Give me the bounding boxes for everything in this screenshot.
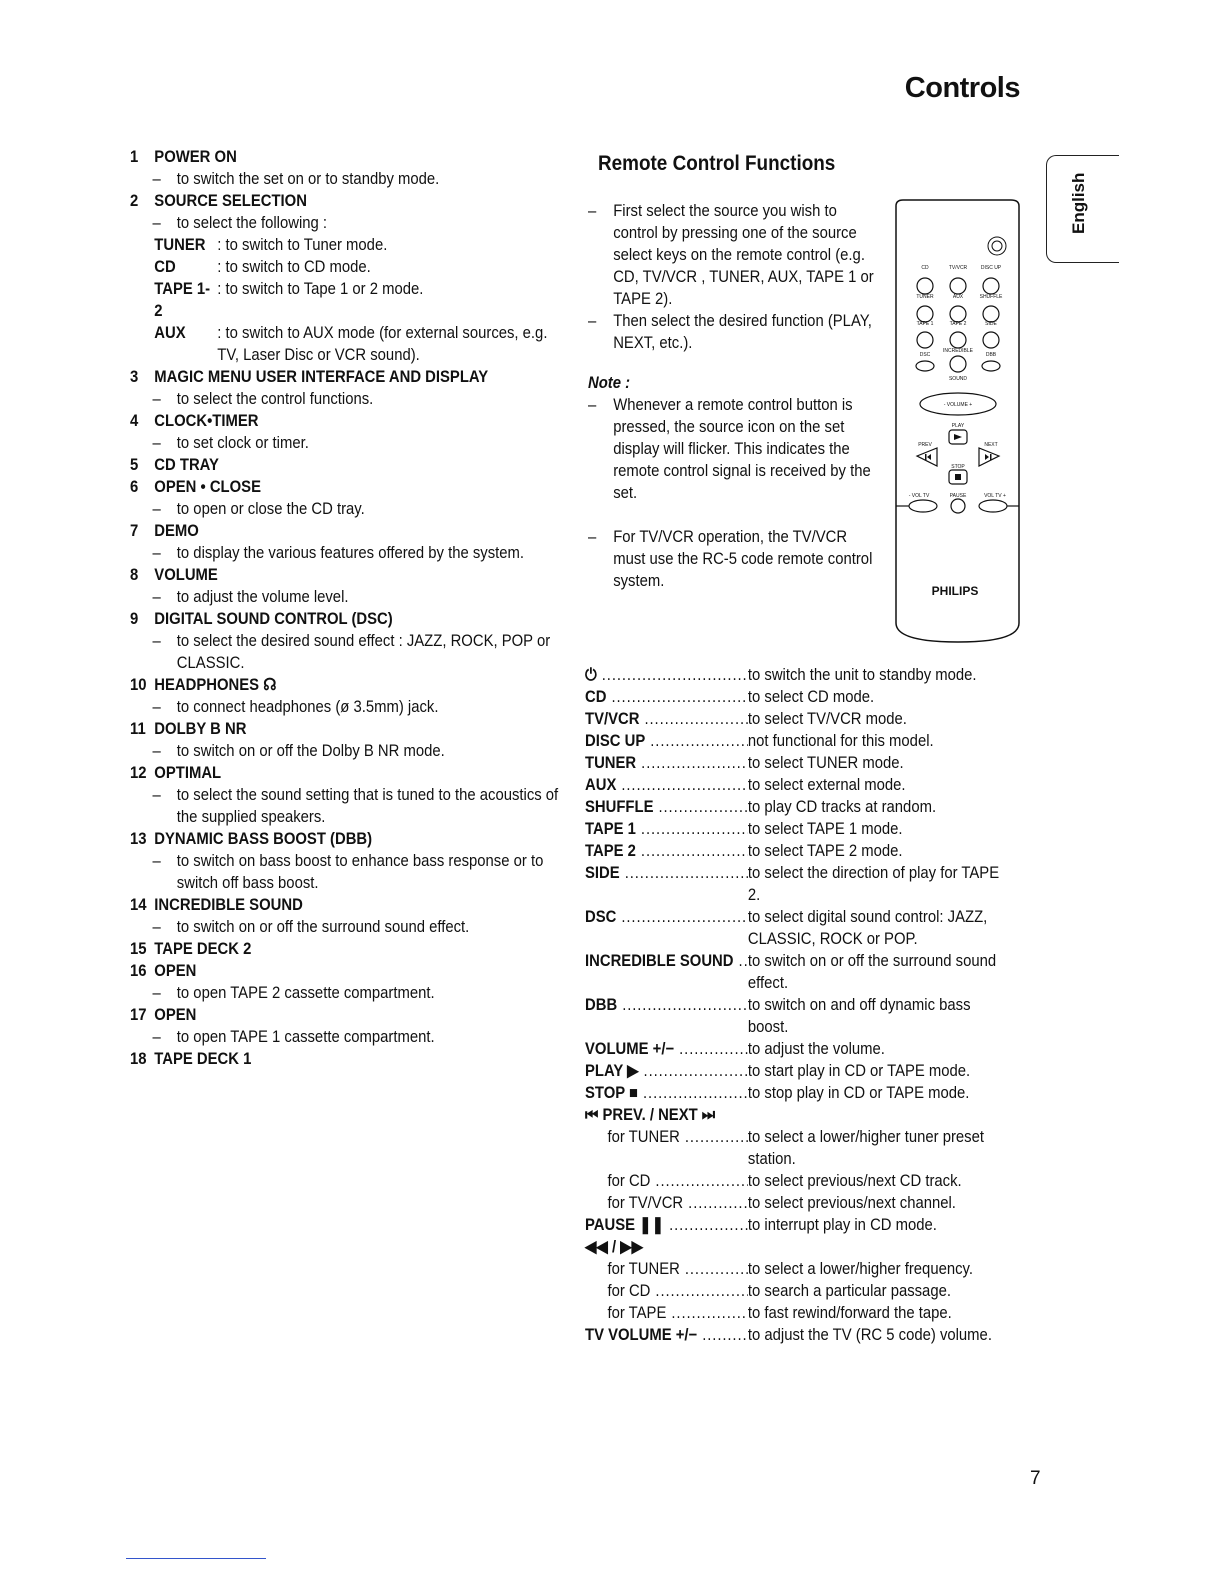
control-number: 3: [130, 368, 139, 386]
control-name: VOLUME: [154, 566, 218, 584]
function-key: for CD .....: [585, 1280, 748, 1302]
function-key: PLAY ▶ .....: [585, 1060, 748, 1082]
control-item: [130, 938, 562, 960]
control-name: DYNAMIC BASS BOOST (DBB): [154, 830, 373, 848]
control-number: 2: [130, 192, 139, 210]
dash-marker: –: [152, 852, 161, 870]
source-value: : to switch to Tape 1 or 2 mode.: [217, 280, 424, 298]
description-text: to select the desired sound effect : JAZZ, ROCK, POP or CLASSIC.: [176, 632, 551, 672]
language-tab: [1046, 155, 1119, 263]
brand-logo: PHILIPS: [931, 584, 979, 598]
function-value: to search a particular passage.: [747, 1282, 951, 1300]
function-key: for CD .....: [585, 1170, 748, 1192]
function-row: [585, 1126, 1008, 1170]
vol-tv-minus-button: [909, 500, 937, 512]
control-description: [152, 1026, 562, 1048]
function-value: to start play in CD or TAPE mode.: [747, 1062, 971, 1080]
function-value: to select TAPE 2 mode.: [747, 842, 903, 860]
source-value: : to switch to CD mode.: [217, 258, 371, 276]
control-item: [130, 762, 562, 828]
dash-marker: –: [152, 1028, 161, 1046]
function-key: INCREDIBLE SOUND .....: [585, 950, 748, 994]
function-value: to play CD tracks at random.: [747, 798, 937, 816]
function-key: TV VOLUME +/− .....: [585, 1324, 748, 1346]
function-key: SIDE .....: [585, 862, 748, 906]
remote-label: CD: [921, 265, 929, 271]
control-item: [130, 608, 562, 674]
function-key: PAUSE ❚❚ .....: [585, 1214, 748, 1236]
control-number: 15: [130, 940, 147, 958]
function-row: [585, 1170, 1008, 1192]
control-name: OPEN: [154, 1006, 197, 1024]
remote-label: TAPE 2: [949, 321, 967, 327]
control-name: OPEN: [154, 962, 197, 980]
remote-label: NEXT: [984, 442, 998, 448]
control-item: [130, 366, 562, 410]
function-key: TV/VCR .....: [585, 708, 748, 730]
function-row: [585, 774, 1008, 796]
function-value: to stop play in CD or TAPE mode.: [747, 1084, 970, 1102]
control-description: [152, 784, 562, 828]
remote-button: [916, 361, 934, 371]
dash-marker: –: [152, 170, 161, 188]
function-value: to select digital sound control: JAZZ, CLASSIC, ROCK or POP.: [747, 908, 988, 948]
dash-marker: –: [152, 742, 161, 760]
description-text: to open TAPE 2 cassette compartment.: [176, 984, 435, 1002]
control-number: 17: [130, 1006, 147, 1024]
remote-label: TUNER: [916, 294, 934, 300]
source-value: : to switch to Tuner mode.: [217, 236, 388, 254]
source-key: TUNER: [154, 236, 206, 254]
control-name: CLOCK•TIMER: [154, 412, 259, 430]
function-row: [585, 862, 1008, 906]
remote-label: STOP: [951, 464, 965, 470]
function-row: [585, 1038, 1008, 1060]
control-description: [152, 388, 562, 410]
control-number: 6: [130, 478, 139, 496]
function-value: to select a lower/higher frequency.: [747, 1260, 973, 1278]
control-description: [152, 696, 562, 718]
control-name: INCREDIBLE SOUND: [154, 896, 303, 914]
control-description: [152, 432, 562, 454]
description-text: to switch on or off the Dolby B NR mode.: [176, 742, 445, 760]
vol-tv-plus-button: [979, 500, 1007, 512]
function-key: for TUNER .....: [585, 1126, 748, 1170]
dash-marker: –: [152, 698, 161, 716]
remote-label: SOUND: [948, 376, 968, 382]
remote-label: - VOL TV: [908, 493, 930, 499]
function-key: STOP ■ .....: [585, 1082, 748, 1104]
description-text: to set clock or timer.: [176, 434, 309, 452]
remote-label: PREV: [918, 442, 932, 448]
function-key: DISC UP .....: [585, 730, 748, 752]
control-description: [152, 586, 562, 608]
function-value: to switch on and off dynamic bass boost.: [747, 996, 971, 1036]
control-number: 4: [130, 412, 139, 430]
control-name: HEADPHONES ☊: [154, 676, 277, 694]
source-key: CD: [154, 258, 176, 276]
function-row: [585, 950, 1008, 994]
dash-marker: –: [152, 500, 161, 518]
description-text: to adjust the volume level.: [176, 588, 349, 606]
description-text: to select the sound setting that is tuned to the acoustics of the supplied speakers.: [176, 786, 559, 826]
control-item: [130, 190, 562, 366]
control-description: [152, 168, 562, 190]
remote-functions-list: [585, 664, 1008, 1346]
remote-label: PAUSE: [949, 493, 967, 499]
source-value: : to switch to AUX mode (for external sources, e.g. TV, Laser Disc or VCR sound).: [217, 324, 548, 364]
function-row: [585, 752, 1008, 774]
control-description: [152, 212, 562, 234]
remote-label: DSC: [919, 352, 931, 358]
remote-label: SIDE: [985, 321, 997, 327]
control-number: 14: [130, 896, 147, 914]
note-item: – Whenever a remote control button is pressed, the source icon on the set display will flicker. This indicates the remote control signal is received by the set.: [588, 396, 871, 502]
remote-label: DBB: [985, 352, 997, 358]
control-name: POWER ON: [154, 148, 237, 166]
function-row: [585, 994, 1008, 1038]
function-row: [585, 1192, 1008, 1214]
source-key: AUX: [154, 324, 186, 342]
page-number: 7: [1030, 1468, 1041, 1489]
function-key: for TV/VCR .....: [585, 1192, 748, 1214]
remote-label: VOL TV +: [984, 493, 1006, 499]
function-key: TAPE 1 .....: [585, 818, 748, 840]
description-text: to open or close the CD tray.: [176, 500, 365, 518]
function-value: to select TUNER mode.: [747, 754, 904, 772]
function-row: [585, 686, 1008, 708]
description-text: to select the following :: [176, 214, 328, 232]
function-value: to select a lower/higher tuner preset station.: [747, 1128, 984, 1168]
function-key: TUNER .....: [585, 752, 748, 774]
description-text: to switch on bass boost to enhance bass response or to switch off bass boost.: [176, 852, 544, 892]
pause-button: [951, 499, 965, 513]
function-key: AUX .....: [585, 774, 748, 796]
control-number: 9: [130, 610, 139, 628]
control-name: OPTIMAL: [154, 764, 222, 782]
control-item: [130, 146, 562, 190]
function-row: [585, 1280, 1008, 1302]
remote-label: INCREDIBLE: [942, 348, 974, 354]
control-number: 10: [130, 676, 147, 694]
instruction-item: – First select the source you wish to control by pressing one of the source select keys on the remote control (e.g. CD, TV/VCR , TUNER, AUX, TAPE 1 or TAPE 2).: [588, 202, 874, 308]
remote-button: [983, 306, 999, 322]
remote-button: [950, 306, 966, 322]
dash-marker: –: [152, 544, 161, 562]
note-heading: Note :: [588, 374, 631, 392]
description-text: to select the control functions.: [176, 390, 374, 408]
description-text: to display the various features offered by the system.: [176, 544, 525, 562]
dash-marker: –: [152, 984, 161, 1002]
function-key: DBB .....: [585, 994, 748, 1038]
function-row: [585, 1214, 1008, 1236]
control-name: TAPE DECK 1: [154, 1050, 252, 1068]
function-value: to interrupt play in CD mode.: [747, 1216, 937, 1234]
function-value: to select previous/next channel.: [747, 1194, 956, 1212]
control-item: [130, 828, 562, 894]
function-key: VOLUME +/− .....: [585, 1038, 748, 1060]
control-item: [130, 410, 562, 454]
control-item: [130, 894, 562, 938]
function-group-heading: ⏮ PREV. / NEXT ⏭: [585, 1106, 716, 1124]
dash-marker: –: [152, 588, 161, 606]
remote-button: [950, 356, 966, 372]
control-item: [130, 674, 562, 718]
description-text: to switch on or off the surround sound effect.: [176, 918, 470, 936]
function-value: to adjust the TV (RC 5 code) volume.: [747, 1326, 992, 1344]
control-description: [152, 498, 562, 520]
remote-label: AUX: [952, 294, 964, 300]
dash-marker: –: [152, 434, 161, 452]
control-description: [152, 542, 562, 564]
control-number: 8: [130, 566, 139, 584]
function-value: not functional for this model.: [747, 732, 934, 750]
remote-button: [982, 361, 1000, 371]
function-value: to adjust the volume.: [747, 1040, 885, 1058]
control-item: [130, 476, 562, 520]
dash-marker: –: [152, 632, 161, 650]
control-item: [130, 454, 562, 476]
function-key: SHUFFLE .....: [585, 796, 748, 818]
remote-label: PLAY: [951, 423, 965, 429]
control-number: 11: [130, 720, 146, 738]
function-value: to select TAPE 1 mode.: [747, 820, 903, 838]
source-row: [154, 234, 562, 256]
control-item: [130, 1004, 562, 1048]
remote-button: [983, 332, 999, 348]
function-row: [585, 818, 1008, 840]
remote-button: [917, 278, 933, 294]
instruction-item: – Then select the desired function (PLAY, NEXT, etc.).: [588, 312, 872, 352]
function-value: to select CD mode.: [747, 688, 875, 706]
description-text: to connect headphones (ø 3.5mm) jack.: [176, 698, 439, 716]
remote-label: TAPE 1: [916, 321, 934, 327]
control-number: 1: [130, 148, 139, 166]
power-button-icon: [988, 237, 1006, 255]
control-name: TAPE DECK 2: [154, 940, 252, 958]
source-row: [154, 256, 562, 278]
remote-label: TV/VCR: [948, 265, 968, 271]
dash-marker: –: [152, 918, 161, 936]
function-value: to select external mode.: [747, 776, 906, 794]
function-row: [585, 906, 1008, 950]
function-row: [585, 1324, 1008, 1346]
description-text: to switch the set on or to standby mode.: [176, 170, 440, 188]
function-value: to select previous/next CD track.: [747, 1172, 962, 1190]
control-item: [130, 960, 562, 1004]
source-row: [154, 322, 562, 366]
remote-button: [917, 332, 933, 348]
dash-marker: –: [152, 390, 161, 408]
page-title: Controls: [904, 72, 1020, 104]
remote-control-illustration: [893, 198, 1023, 648]
control-name: OPEN • CLOSE: [154, 478, 261, 496]
control-description: [152, 982, 562, 1004]
divider: [126, 1558, 266, 1559]
control-number: 5: [130, 456, 139, 474]
function-row: [585, 840, 1008, 862]
control-description: [152, 850, 562, 894]
control-number: 7: [130, 522, 139, 540]
control-number: 13: [130, 830, 147, 848]
control-name: SOURCE SELECTION: [154, 192, 307, 210]
remote-section-title: Remote Control Functions: [598, 152, 836, 175]
function-row: [585, 708, 1008, 730]
control-description: [152, 916, 562, 938]
control-number: 12: [130, 764, 147, 782]
function-row: [585, 1258, 1008, 1280]
function-row: [585, 664, 1008, 686]
control-number: 16: [130, 962, 147, 980]
function-row: [585, 1302, 1008, 1324]
function-key: CD .....: [585, 686, 748, 708]
source-key: TAPE 1-2: [154, 280, 211, 320]
remote-button: [917, 306, 933, 322]
control-description: [152, 630, 562, 674]
function-key: DSC .....: [585, 906, 748, 950]
remote-button: [950, 332, 966, 348]
function-row: [585, 730, 1008, 752]
controls-list: [130, 146, 562, 1070]
function-key: for TAPE .....: [585, 1302, 748, 1324]
control-item: [130, 564, 562, 608]
remote-instructions: [588, 200, 876, 592]
function-value: to select the direction of play for TAPE 2.: [747, 864, 1000, 904]
control-name: DOLBY B NR: [154, 720, 247, 738]
control-number: 18: [130, 1050, 147, 1068]
dash-marker: –: [152, 786, 161, 804]
function-key: ⏻ .....: [585, 664, 748, 686]
function-row: [585, 796, 1008, 818]
remote-button: [983, 278, 999, 294]
control-name: CD TRAY: [154, 456, 219, 474]
function-key: for TUNER .....: [585, 1258, 748, 1280]
remote-label: DISC UP: [980, 265, 1002, 271]
function-value: to switch on or off the surround sound effect.: [747, 952, 997, 992]
control-item: [130, 718, 562, 762]
language-label: English: [1069, 172, 1088, 234]
remote-label: - VOLUME +: [943, 402, 973, 408]
function-key: TAPE 2 .....: [585, 840, 748, 862]
control-item: [130, 520, 562, 564]
control-name: DEMO: [154, 522, 199, 540]
function-value: to switch the unit to standby mode.: [747, 666, 977, 684]
function-value: to fast rewind/forward the tape.: [747, 1304, 952, 1322]
control-name: DIGITAL SOUND CONTROL (DSC): [154, 610, 393, 628]
control-description: [152, 740, 562, 762]
function-group-heading: ◀◀ / ▶▶: [585, 1238, 644, 1256]
remote-button: [950, 278, 966, 294]
dash-marker: –: [152, 214, 161, 232]
function-row: [585, 1060, 1008, 1082]
description-text: to open TAPE 1 cassette compartment.: [176, 1028, 435, 1046]
control-name: MAGIC MENU USER INTERFACE AND DISPLAY: [154, 368, 489, 386]
control-item: [130, 1048, 562, 1070]
source-row: [154, 278, 562, 322]
function-row: [585, 1082, 1008, 1104]
function-value: to select TV/VCR mode.: [747, 710, 907, 728]
note-item: – For TV/VCR operation, the TV/VCR must use the RC-5 code remote control system.: [588, 528, 873, 590]
remote-label: SHUFFLE: [979, 294, 1003, 300]
